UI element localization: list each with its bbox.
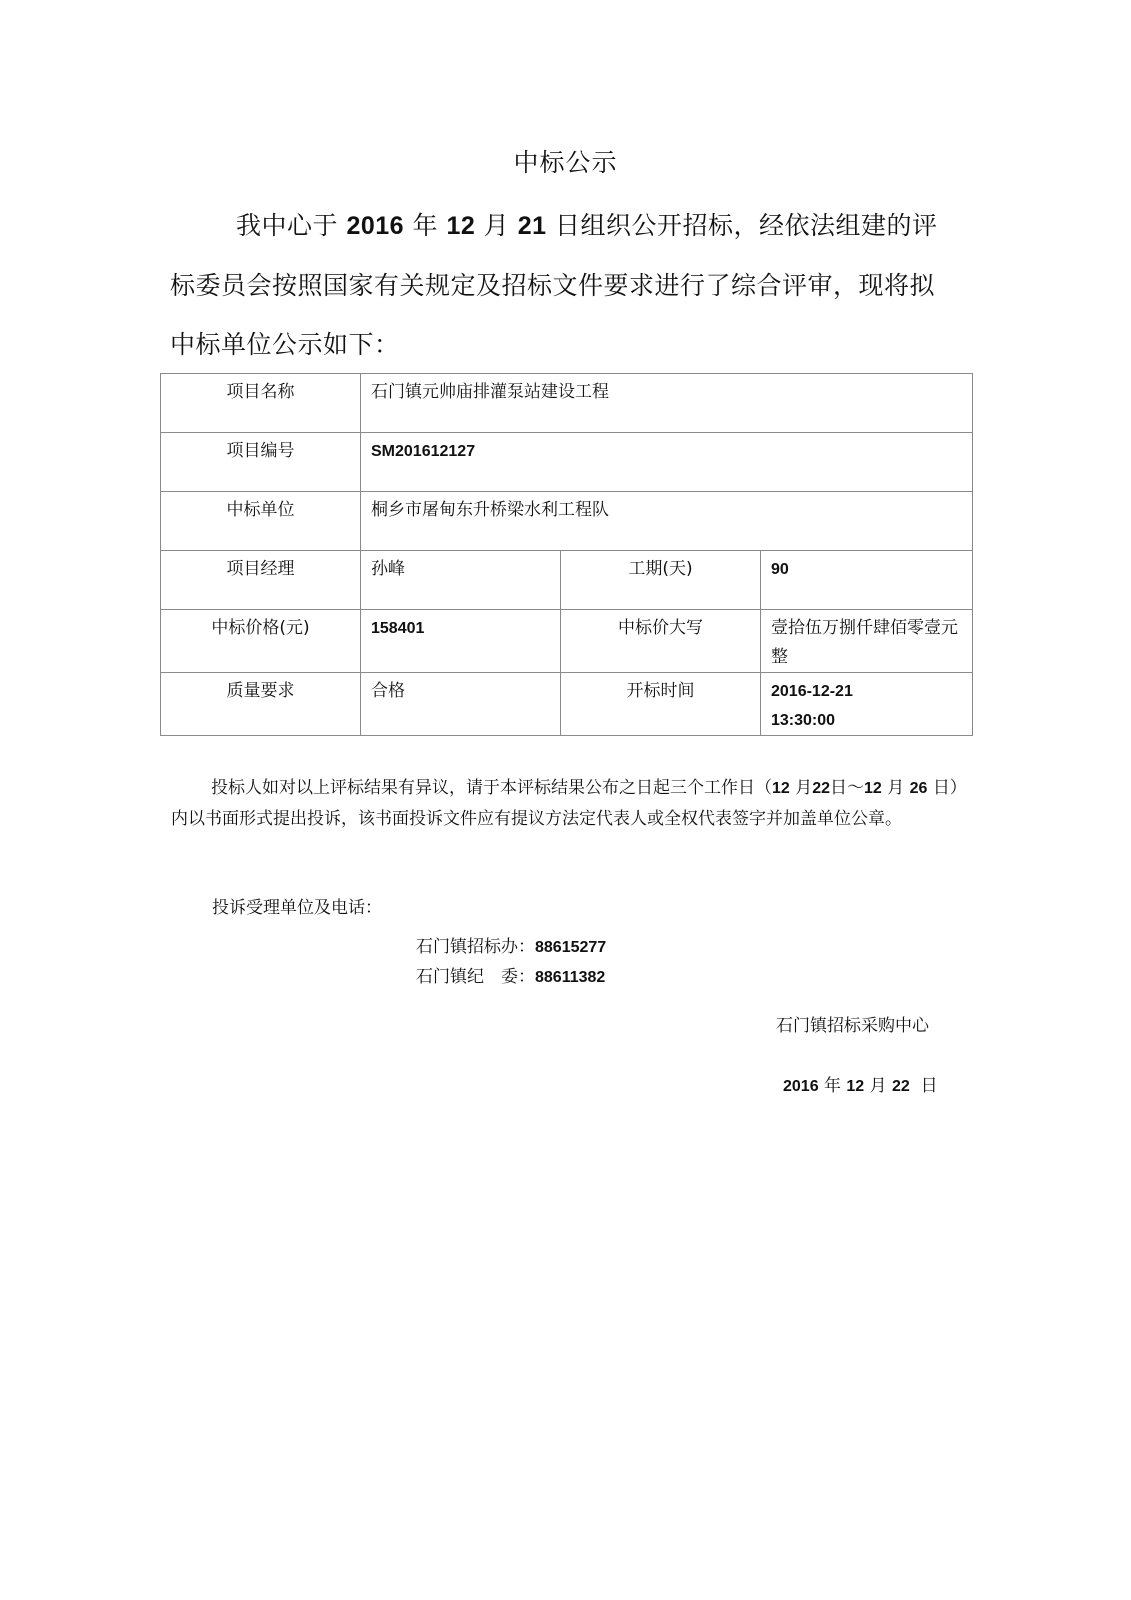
duration-label: 工期(天) [561,551,761,610]
open-clock: 13:30:00 [771,712,836,729]
intro-day: 21 [517,212,547,240]
project-name-value: 石门镇元帅庙排灌泵站建设工程 [361,374,973,433]
manager-label: 项目经理 [161,551,361,610]
intro-year: 2016 [346,212,405,240]
price-label: 中标价格(元) [161,610,361,673]
issue-day: 22 [892,1078,910,1095]
open-time-value [761,673,973,736]
intro-text-1: 我中心于 [236,211,339,240]
intro-text-2: 年 [412,211,439,240]
objection-start-month: 12 [772,780,790,797]
table-row [161,610,973,673]
objection-text-5: 日）内以书面形式提出投诉，该书面投诉文件应有提议方法定代表人或全权代表签字并加盖单位公章。 [171,778,959,829]
price-value: 158401 [361,610,561,673]
issue-month-char: 月 [869,1076,887,1096]
winner-label: 中标单位 [161,492,361,551]
contact-office-1: 石门镇招标办： [416,937,535,957]
table-row [161,492,973,551]
quality-value: 合格 [361,673,561,736]
quality-label: 质量要求 [161,673,361,736]
table-row [161,433,973,492]
open-time-label: 开标时间 [561,673,761,736]
contact-phone-2: 88611382 [535,969,606,986]
issue-day-char: 日 [920,1076,938,1096]
table-row [161,551,973,610]
project-no-value: SM201612127 [361,433,973,492]
table-row [161,374,973,433]
contact-phone-1: 88615277 [535,939,607,956]
contact-office-2: 石门镇纪 委： [416,967,535,987]
intro-paragraph [170,196,960,374]
objection-paragraph [171,773,963,834]
contacts-heading: 投诉受理单位及电话： [212,898,382,918]
document-title: 中标公示 [513,148,618,177]
intro-month: 12 [446,212,476,240]
winner-value: 桐乡市屠甸东升桥梁水利工程队 [361,492,973,551]
objection-text-4: 月 [887,778,905,798]
intro-text-3: 月 [483,211,510,240]
objection-text-1: 投标人如对以上评标结果有异议，请于本评标结果公布之日起三个工作日（ [211,778,772,798]
objection-text-3: 日～ [830,778,864,798]
manager-value: 孙峰 [361,551,561,610]
objection-start-day: 22 [812,780,830,797]
price-words-value: 壹拾伍万捌仟肆佰零壹元整 [761,610,973,673]
issue-year-char: 年 [824,1076,841,1096]
contact-row-discipline [416,962,605,987]
objection-text-2: 月 [795,778,813,798]
open-date: 2016-12-21 [771,683,853,700]
project-name-label: 项目名称 [161,374,361,433]
duration-value: 90 [761,551,973,610]
issuer-name: 石门镇招标采购中心 [776,1016,929,1036]
issue-month: 12 [846,1078,865,1095]
issue-year: 2016 [783,1078,819,1095]
objection-end-day: 26 [909,780,928,797]
objection-end-month: 12 [864,780,882,797]
issue-date [783,1071,938,1096]
intro-text-4: 日组织公开招标，经依法组建的评标委员会按照国家有关规定及招标文件要求进行了综合评审，现将拟中标单位公示如下： [170,211,938,359]
project-no-label: 项目编号 [161,433,361,492]
table-row [161,673,973,736]
contact-row-bidding-office [416,932,606,957]
price-words-label: 中标价大写 [561,610,761,673]
award-table [160,373,973,736]
